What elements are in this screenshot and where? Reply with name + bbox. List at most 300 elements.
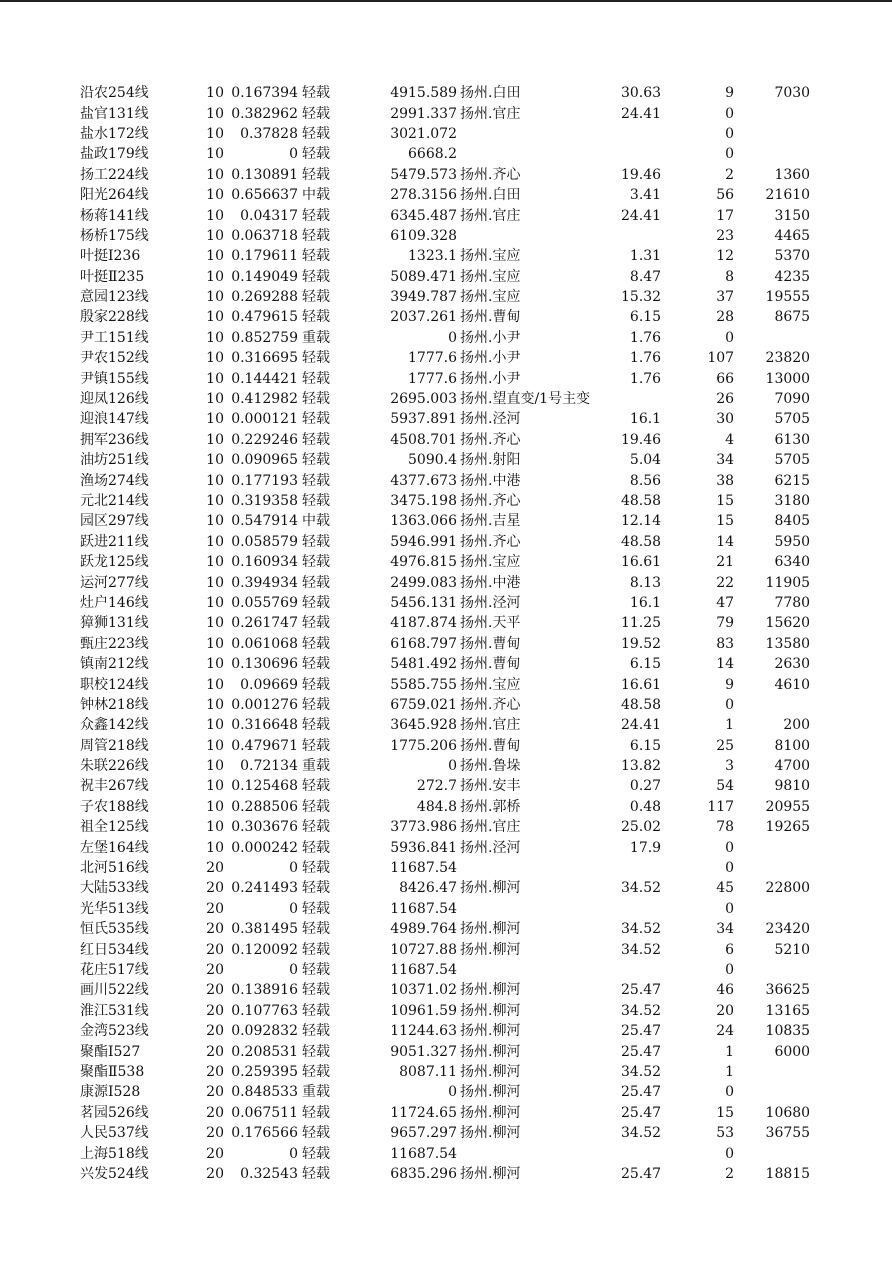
substation-cell	[460, 124, 590, 144]
count-cell: 17	[716, 207, 735, 224]
substation-cell: 扬州.白田	[460, 187, 521, 204]
table-row	[80, 144, 810, 164]
line-name-cell: 叶挺Ⅰ236	[80, 248, 141, 265]
load-rate-cell: 0	[289, 961, 298, 978]
load-status-cell: 轻载	[302, 1145, 330, 1162]
capacity-cell: 11687.54	[390, 900, 457, 917]
voltage-cell: 10	[206, 737, 224, 754]
substation-cell: 扬州.齐心	[460, 493, 521, 509]
value-a-cell: 1.31	[629, 248, 662, 265]
capacity-cell: 11244.63	[390, 1023, 457, 1040]
substation-cell: 扬州.官庄	[460, 717, 521, 734]
count-cell: 25	[716, 737, 735, 754]
substation-cell: 扬州.柳河	[460, 982, 521, 999]
value-b-cell: 200	[783, 717, 811, 734]
line-name-cell: 渔场274线	[80, 472, 149, 489]
substation-cell: 扬州.小尹	[460, 370, 521, 387]
load-status-cell: 轻载	[302, 737, 330, 754]
load-rate-cell: 0.130696	[231, 656, 298, 673]
count-cell: 117	[707, 798, 735, 815]
count-cell: 9	[725, 85, 735, 102]
load-rate-cell: 0.176566	[231, 1125, 298, 1142]
voltage-cell: 20	[206, 961, 224, 978]
count-cell: 1	[725, 717, 735, 734]
load-status-cell: 轻载	[302, 350, 330, 367]
load-rate-cell: 0.848533	[231, 1084, 298, 1101]
value-b-cell: 10680	[765, 1104, 811, 1121]
capacity-cell: 5937.891	[390, 411, 457, 428]
value-b-cell: 13580	[765, 635, 811, 652]
value-a-cell: 5.04	[629, 452, 662, 469]
value-a-cell: 0.48	[629, 798, 662, 815]
voltage-cell: 20	[206, 1165, 224, 1182]
substation-cell: 扬州.曹甸	[460, 737, 521, 754]
table-row	[80, 654, 810, 674]
capacity-cell: 484.8	[416, 798, 457, 815]
value-b-cell: 13000	[765, 370, 811, 387]
value-a-cell	[590, 144, 661, 164]
capacity-cell: 3773.986	[390, 819, 457, 836]
load-status-cell: 轻载	[302, 289, 330, 306]
line-name-cell: 元北214线	[80, 493, 149, 509]
count-cell: 78	[716, 819, 735, 836]
count-cell: 45	[716, 880, 735, 897]
table-row	[80, 715, 810, 735]
voltage-cell: 20	[206, 900, 224, 917]
capacity-cell: 4377.673	[390, 472, 457, 489]
voltage-cell: 10	[206, 85, 224, 102]
voltage-cell: 20	[206, 1125, 224, 1142]
table-row	[80, 532, 810, 552]
load-rate-cell: 0.107763	[231, 1002, 298, 1019]
table-row	[80, 1123, 810, 1143]
value-a-cell: 11.25	[620, 615, 662, 632]
substation-cell: 扬州.小尹	[460, 350, 521, 367]
value-b-cell: 3180	[774, 493, 811, 509]
count-cell: 47	[716, 594, 735, 611]
substation-cell: 扬州.曹甸	[460, 635, 521, 652]
load-rate-cell: 0.261747	[231, 615, 298, 632]
capacity-cell: 10371.02	[390, 982, 457, 999]
value-a-cell	[590, 226, 661, 246]
capacity-cell: 0	[448, 1084, 457, 1101]
line-name-cell: 祝丰267线	[80, 778, 149, 795]
value-a-cell: 24.41	[620, 207, 662, 224]
count-cell: 54	[716, 778, 735, 795]
load-rate-cell: 0.090965	[231, 452, 298, 469]
line-name-cell: 杨蒋141线	[80, 207, 149, 224]
load-status-cell: 轻载	[302, 125, 330, 142]
voltage-cell: 10	[206, 391, 224, 408]
voltage-cell: 10	[206, 146, 224, 163]
capacity-cell: 11687.54	[390, 1145, 457, 1162]
capacity-cell: 4915.589	[390, 85, 457, 102]
line-name-cell: 阳光264线	[80, 187, 149, 204]
value-a-cell: 16.1	[629, 594, 662, 611]
load-status-cell: 轻载	[302, 1002, 330, 1019]
table-row	[80, 939, 810, 959]
substation-cell: 扬州.泾河	[460, 839, 521, 856]
load-rate-cell: 0.09669	[240, 676, 298, 693]
line-name-cell: 扬工224线	[80, 166, 149, 183]
value-b-cell: 36755	[765, 1125, 811, 1142]
line-name-cell: 殷家228线	[80, 309, 149, 326]
load-status-cell: 轻载	[302, 1104, 330, 1121]
capacity-cell: 1323.1	[408, 248, 457, 265]
value-a-cell: 25.47	[620, 1084, 662, 1101]
value-a-cell: 48.58	[620, 533, 662, 550]
voltage-cell: 20	[206, 1023, 224, 1040]
load-status-cell: 轻载	[302, 207, 330, 224]
voltage-cell: 20	[206, 1084, 224, 1101]
table-row	[80, 919, 810, 939]
voltage-cell: 20	[206, 860, 224, 877]
load-rate-cell: 0.269288	[231, 289, 298, 306]
value-b-cell: 5210	[774, 941, 811, 958]
count-cell: 107	[707, 350, 735, 367]
load-status-cell: 轻载	[302, 961, 330, 978]
count-cell: 14	[716, 656, 735, 673]
capacity-cell: 1777.6	[408, 350, 457, 367]
value-b-cell: 4465	[774, 227, 811, 244]
value-b-cell: 9810	[774, 778, 811, 795]
table-row	[80, 450, 810, 470]
substation-cell: 扬州.白田	[460, 85, 521, 102]
capacity-cell: 2499.083	[390, 574, 457, 591]
value-a-cell	[590, 858, 661, 878]
table-row	[80, 572, 810, 592]
load-rate-cell: 0.04317	[240, 207, 298, 224]
count-cell: 56	[716, 187, 735, 204]
table-row	[80, 1001, 810, 1021]
value-b-cell: 1360	[774, 166, 811, 183]
count-cell: 20	[716, 1002, 735, 1019]
voltage-cell: 10	[206, 227, 224, 244]
load-status-cell: 轻载	[302, 982, 330, 999]
load-rate-cell: 0.063718	[231, 227, 298, 244]
capacity-cell: 278.3156	[390, 187, 457, 204]
capacity-cell: 4989.764	[390, 921, 457, 938]
table-row	[80, 470, 810, 490]
line-name-cell: 朱联226线	[80, 758, 149, 775]
capacity-cell: 5481.492	[390, 656, 457, 673]
top-border-line	[0, 0, 892, 2]
load-status-cell: 轻载	[302, 717, 330, 734]
line-name-cell: 北河516线	[80, 860, 149, 877]
count-cell: 3	[725, 758, 735, 775]
voltage-cell: 10	[206, 778, 224, 795]
capacity-cell: 3021.072	[390, 125, 457, 142]
voltage-cell: 10	[206, 676, 224, 693]
value-b-cell: 4235	[774, 268, 811, 285]
load-rate-cell: 0	[289, 1145, 298, 1162]
voltage-cell: 10	[206, 594, 224, 611]
count-cell: 66	[716, 370, 735, 387]
load-rate-cell: 0.229246	[231, 431, 298, 448]
voltage-cell: 20	[206, 1043, 224, 1060]
capacity-cell: 6109.328	[390, 227, 457, 244]
line-name-cell: 沿农254线	[80, 85, 149, 102]
load-status-cell: 轻载	[302, 1023, 330, 1040]
load-status-cell: 轻载	[302, 268, 330, 285]
substation-cell: 扬州.柳河	[460, 1084, 521, 1101]
table-row	[80, 1143, 810, 1163]
value-b-cell	[734, 858, 810, 878]
load-status-cell: 轻载	[302, 1043, 330, 1060]
table-row	[80, 1082, 810, 1102]
value-b-cell: 8100	[774, 737, 811, 754]
line-name-cell: 钟林218线	[80, 696, 149, 713]
capacity-cell: 272.7	[416, 778, 457, 795]
line-name-cell: 运河277线	[80, 574, 149, 591]
substation-cell: 扬州.泾河	[460, 411, 521, 428]
value-b-cell: 2630	[774, 656, 811, 673]
count-cell: 28	[716, 309, 735, 326]
line-name-cell: 淮江531线	[80, 1002, 149, 1019]
line-name-cell: 跃进211线	[80, 533, 149, 550]
substation-cell: 扬州.齐心	[460, 533, 521, 550]
substation-cell: 扬州.官庄	[460, 207, 521, 224]
load-rate-cell: 0.149049	[231, 268, 298, 285]
substation-cell: 扬州.柳河	[460, 1043, 521, 1060]
capacity-cell: 5479.573	[390, 166, 457, 183]
count-cell: 0	[725, 125, 735, 142]
value-a-cell: 16.1	[629, 411, 662, 428]
load-rate-cell: 0.37828	[240, 125, 298, 142]
load-rate-cell: 0	[289, 860, 298, 877]
load-rate-cell: 0.259395	[231, 1063, 298, 1080]
value-b-cell: 11905	[765, 574, 811, 591]
table-row	[80, 674, 810, 694]
line-name-cell: 尹农152线	[80, 350, 149, 367]
line-name-cell: 画川522线	[80, 982, 149, 999]
value-b-cell: 5705	[774, 411, 811, 428]
capacity-cell: 11687.54	[390, 860, 457, 877]
load-status-cell: 轻载	[302, 166, 330, 183]
load-status-cell: 轻载	[302, 309, 330, 326]
line-name-cell: 子农188线	[80, 798, 149, 815]
value-b-cell	[734, 1143, 810, 1163]
value-a-cell	[590, 899, 661, 919]
count-cell: 1	[725, 1043, 735, 1060]
capacity-cell: 6759.021	[390, 696, 457, 713]
load-status-cell: 轻载	[302, 370, 330, 387]
substation-cell	[460, 144, 590, 164]
load-status-cell: 轻载	[302, 880, 330, 897]
value-b-cell	[734, 837, 810, 857]
capacity-cell: 4187.874	[390, 615, 457, 632]
line-name-cell: 恒氏535线	[80, 921, 149, 938]
load-rate-cell: 0.288506	[231, 798, 298, 815]
value-a-cell: 13.82	[620, 758, 662, 775]
value-b-cell	[734, 1082, 810, 1102]
load-status-cell: 轻载	[302, 146, 330, 163]
count-cell: 0	[725, 860, 735, 877]
line-name-cell: 迎浪147线	[80, 411, 149, 428]
load-status-cell: 轻载	[302, 941, 330, 958]
load-rate-cell: 0.061068	[231, 635, 298, 652]
load-rate-cell: 0.656637	[231, 187, 298, 204]
load-status-cell: 中载	[302, 187, 330, 204]
value-b-cell: 4610	[774, 676, 811, 693]
capacity-cell: 10727.88	[390, 941, 457, 958]
load-rate-cell: 0.179611	[231, 248, 298, 265]
value-b-cell	[734, 899, 810, 919]
capacity-cell: 2037.261	[390, 309, 457, 326]
count-cell: 24	[716, 1023, 735, 1040]
load-status-cell: 重载	[302, 329, 330, 346]
value-b-cell	[734, 960, 810, 980]
voltage-cell: 10	[206, 329, 224, 346]
value-b-cell: 23820	[765, 350, 811, 367]
line-name-cell: 油坊251线	[80, 452, 149, 469]
value-a-cell	[590, 389, 661, 409]
line-name-cell: 花庄517线	[80, 961, 149, 978]
substation-cell: 扬州.曹甸	[460, 656, 521, 673]
load-rate-cell: 0.092832	[231, 1023, 298, 1040]
value-b-cell: 21610	[765, 187, 811, 204]
load-rate-cell: 0.000242	[231, 839, 298, 856]
table-row	[80, 552, 810, 572]
count-cell: 2	[725, 166, 735, 183]
load-status-cell: 轻载	[302, 391, 330, 408]
value-a-cell: 34.52	[620, 1002, 662, 1019]
table-row	[80, 858, 810, 878]
voltage-cell: 10	[206, 370, 224, 387]
substation-cell: 扬州.官庄	[460, 105, 521, 122]
table-row	[80, 368, 810, 388]
capacity-cell: 0	[448, 329, 457, 346]
substation-cell: 扬州.宝应	[460, 248, 521, 265]
substation-cell: 扬州.官庄	[460, 819, 521, 836]
table-row	[80, 205, 810, 225]
voltage-cell: 10	[206, 554, 224, 571]
substation-cell: 扬州.柳河	[460, 1063, 521, 1080]
table-row	[80, 287, 810, 307]
count-cell: 0	[725, 146, 735, 163]
voltage-cell: 20	[206, 982, 224, 999]
value-a-cell: 8.47	[629, 268, 662, 285]
load-status-cell: 重载	[302, 1084, 330, 1101]
table-row	[80, 695, 810, 715]
value-a-cell: 25.47	[620, 982, 662, 999]
voltage-cell: 10	[206, 656, 224, 673]
load-rate-cell: 0.394934	[231, 574, 298, 591]
table-row	[80, 878, 810, 898]
value-b-cell: 18815	[765, 1165, 811, 1182]
value-b-cell: 3150	[774, 207, 811, 224]
line-name-cell: 跃龙125线	[80, 554, 149, 571]
voltage-cell: 10	[206, 125, 224, 142]
count-cell: 9	[725, 676, 735, 693]
count-cell: 26	[716, 391, 735, 408]
voltage-cell: 10	[206, 207, 224, 224]
count-cell: 0	[725, 839, 735, 856]
voltage-cell: 10	[206, 574, 224, 591]
value-a-cell: 24.41	[620, 105, 662, 122]
line-name-cell: 盐政179线	[80, 146, 149, 163]
load-rate-cell: 0.479671	[231, 737, 298, 754]
value-a-cell: 34.52	[620, 1063, 662, 1080]
voltage-cell: 10	[206, 493, 224, 509]
load-rate-cell: 0.058579	[231, 533, 298, 550]
load-status-cell: 轻载	[302, 860, 330, 877]
count-cell: 79	[716, 615, 735, 632]
load-rate-cell: 0.055769	[231, 594, 298, 611]
count-cell: 15	[716, 1104, 735, 1121]
line-name-cell: 康源Ⅰ528	[80, 1084, 141, 1101]
substation-cell: 扬州.柳河	[460, 880, 521, 897]
substation-cell: 扬州.宝应	[460, 554, 521, 571]
load-rate-cell: 0.303676	[231, 819, 298, 836]
value-a-cell: 8.56	[629, 472, 662, 489]
table-body	[80, 83, 810, 1184]
value-a-cell: 24.41	[620, 717, 662, 734]
capacity-cell: 5585.755	[390, 676, 457, 693]
voltage-cell: 20	[206, 1104, 224, 1121]
line-name-cell: 盐水172线	[80, 125, 149, 142]
value-a-cell: 1.76	[629, 329, 662, 346]
substation-cell: 扬州.宝应	[460, 676, 521, 693]
value-a-cell	[590, 124, 661, 144]
substation-cell	[460, 1143, 590, 1163]
load-rate-cell: 0.412982	[231, 391, 298, 408]
substation-cell: 扬州.射阳	[460, 452, 521, 469]
value-a-cell: 12.14	[620, 513, 662, 530]
line-name-cell: 大陆533线	[80, 880, 149, 897]
voltage-cell: 10	[206, 105, 224, 122]
substation-cell: 扬州.鲁垛	[460, 758, 521, 775]
voltage-cell: 20	[206, 1145, 224, 1162]
count-cell: 37	[716, 289, 735, 306]
load-status-cell: 轻载	[302, 472, 330, 489]
table-row	[80, 736, 810, 756]
voltage-cell: 10	[206, 615, 224, 632]
count-cell: 0	[725, 1084, 735, 1101]
line-name-cell: 红日534线	[80, 941, 149, 958]
load-status-cell: 轻载	[302, 1165, 330, 1182]
count-cell: 0	[725, 105, 735, 122]
table-row	[80, 776, 810, 796]
value-a-cell: 34.52	[620, 941, 662, 958]
count-cell: 23	[716, 227, 735, 244]
voltage-cell: 10	[206, 268, 224, 285]
table-row	[80, 797, 810, 817]
substation-cell: 扬州.齐心	[460, 166, 521, 183]
line-name-cell: 尹镇155线	[80, 370, 149, 387]
load-status-cell: 轻载	[302, 819, 330, 836]
load-status-cell: 轻载	[302, 839, 330, 856]
value-a-cell: 16.61	[620, 554, 662, 571]
count-cell: 83	[716, 635, 735, 652]
value-b-cell: 6215	[774, 472, 811, 489]
count-cell: 8	[725, 268, 735, 285]
capacity-cell: 8426.47	[399, 880, 457, 897]
load-status-cell: 轻载	[302, 411, 330, 428]
value-a-cell: 6.15	[629, 656, 662, 673]
substation-cell: 扬州.柳河	[460, 921, 521, 938]
voltage-cell: 10	[206, 798, 224, 815]
capacity-cell: 9051.327	[390, 1043, 457, 1060]
capacity-cell: 6835.296	[390, 1165, 457, 1182]
count-cell: 15	[716, 513, 735, 530]
substation-cell: 扬州.宝应	[460, 289, 521, 306]
count-cell: 1	[725, 1063, 735, 1080]
load-rate-cell: 0.167394	[231, 85, 298, 102]
load-status-cell: 轻载	[302, 248, 330, 265]
table-row	[80, 1164, 810, 1184]
count-cell: 0	[725, 900, 735, 917]
